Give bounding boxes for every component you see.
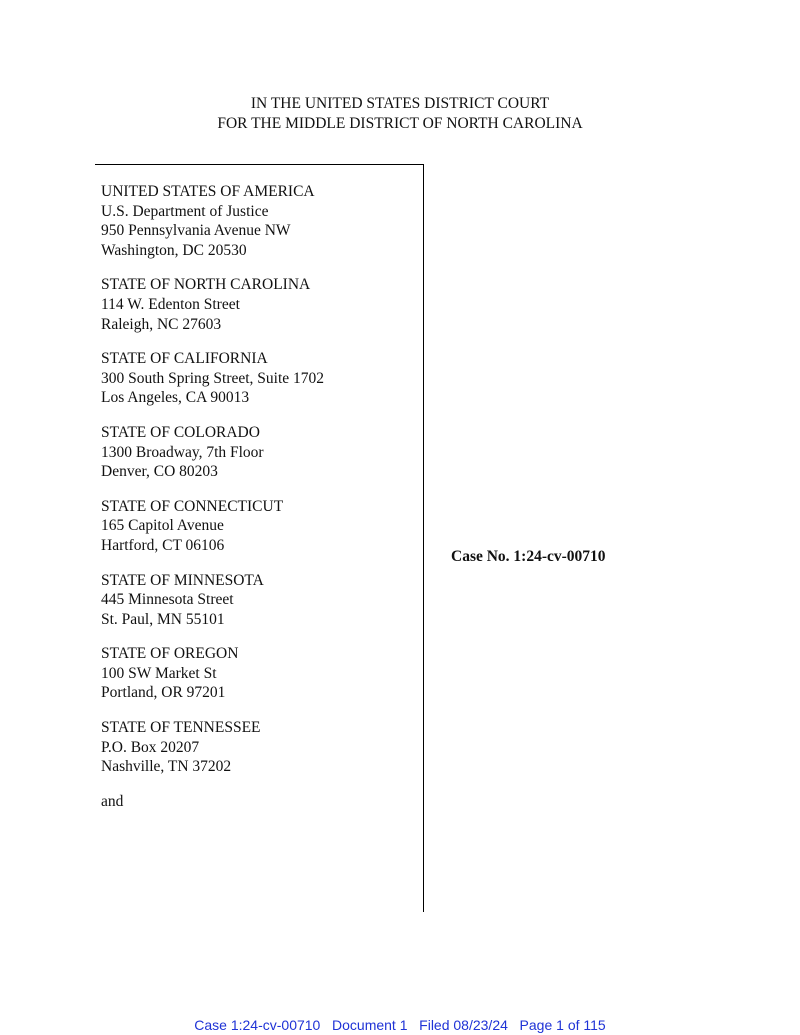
party-address-line: 950 Pennsylvania Avenue NW — [101, 222, 291, 240]
party-name: STATE OF CONNECTICUT — [101, 497, 284, 515]
party-address-line: P.O. Box 20207 — [101, 738, 200, 756]
party-address-line: Nashville, TN 37202 — [101, 758, 232, 776]
court-name: IN THE UNITED STATES DISTRICT COURT — [250, 95, 550, 112]
party-name: STATE OF CALIFORNIA — [101, 350, 268, 368]
party-address-line: 100 SW Market St — [101, 664, 217, 682]
party-minnesota — [101, 571, 416, 630]
party-address-line: U.S. Department of Justice — [101, 202, 269, 220]
party-address-line: St. Paul, MN 55101 — [101, 610, 225, 628]
page-footer: Case 1:24-cv-00710 Document 1 Filed 08/23/24 Page 1 of 115 — [194, 1017, 606, 1033]
party-address-line: Denver, CO 80203 — [101, 463, 218, 481]
parties-block — [101, 182, 416, 811]
party-address-line: Los Angeles, CA 90013 — [101, 389, 250, 407]
party-name: STATE OF NORTH CAROLINA — [101, 276, 311, 294]
party-address-line: 165 Capitol Avenue — [101, 517, 224, 535]
party-name: STATE OF TENNESSEE — [101, 719, 261, 737]
party-address-line: Raleigh, NC 27603 — [101, 315, 222, 333]
party-address-line: Washington, DC 20530 — [101, 241, 247, 259]
party-connecticut — [101, 497, 416, 556]
party-name: STATE OF OREGON — [101, 645, 239, 663]
party-address-line: 114 W. Edenton Street — [101, 295, 240, 313]
party-address-line: Portland, OR 97201 — [101, 684, 226, 702]
party-address-line: 300 South Spring Street, Suite 1702 — [101, 369, 325, 387]
party-name: STATE OF COLORADO — [101, 423, 260, 441]
court-header — [0, 94, 800, 134]
party-address-line: 445 Minnesota Street — [101, 591, 234, 609]
party-united-states — [101, 182, 416, 260]
party-colorado — [101, 423, 416, 482]
party-north-carolina — [101, 275, 416, 334]
party-name: STATE OF MINNESOTA — [101, 571, 264, 589]
party-california — [101, 349, 416, 408]
party-name: UNITED STATES OF AMERICA — [101, 183, 315, 200]
court-district: FOR THE MIDDLE DISTRICT OF NORTH CAROLINA — [217, 115, 583, 132]
caption-right-rule — [423, 164, 424, 912]
conjunction-and: and — [101, 792, 124, 810]
party-oregon — [101, 644, 416, 703]
case-number: Case No. 1:24-cv-00710 — [451, 548, 606, 565]
party-address-line: 1300 Broadway, 7th Floor — [101, 443, 264, 461]
party-tennessee — [101, 718, 416, 777]
caption-top-rule — [95, 164, 424, 165]
party-address-line: Hartford, CT 06106 — [101, 536, 225, 554]
